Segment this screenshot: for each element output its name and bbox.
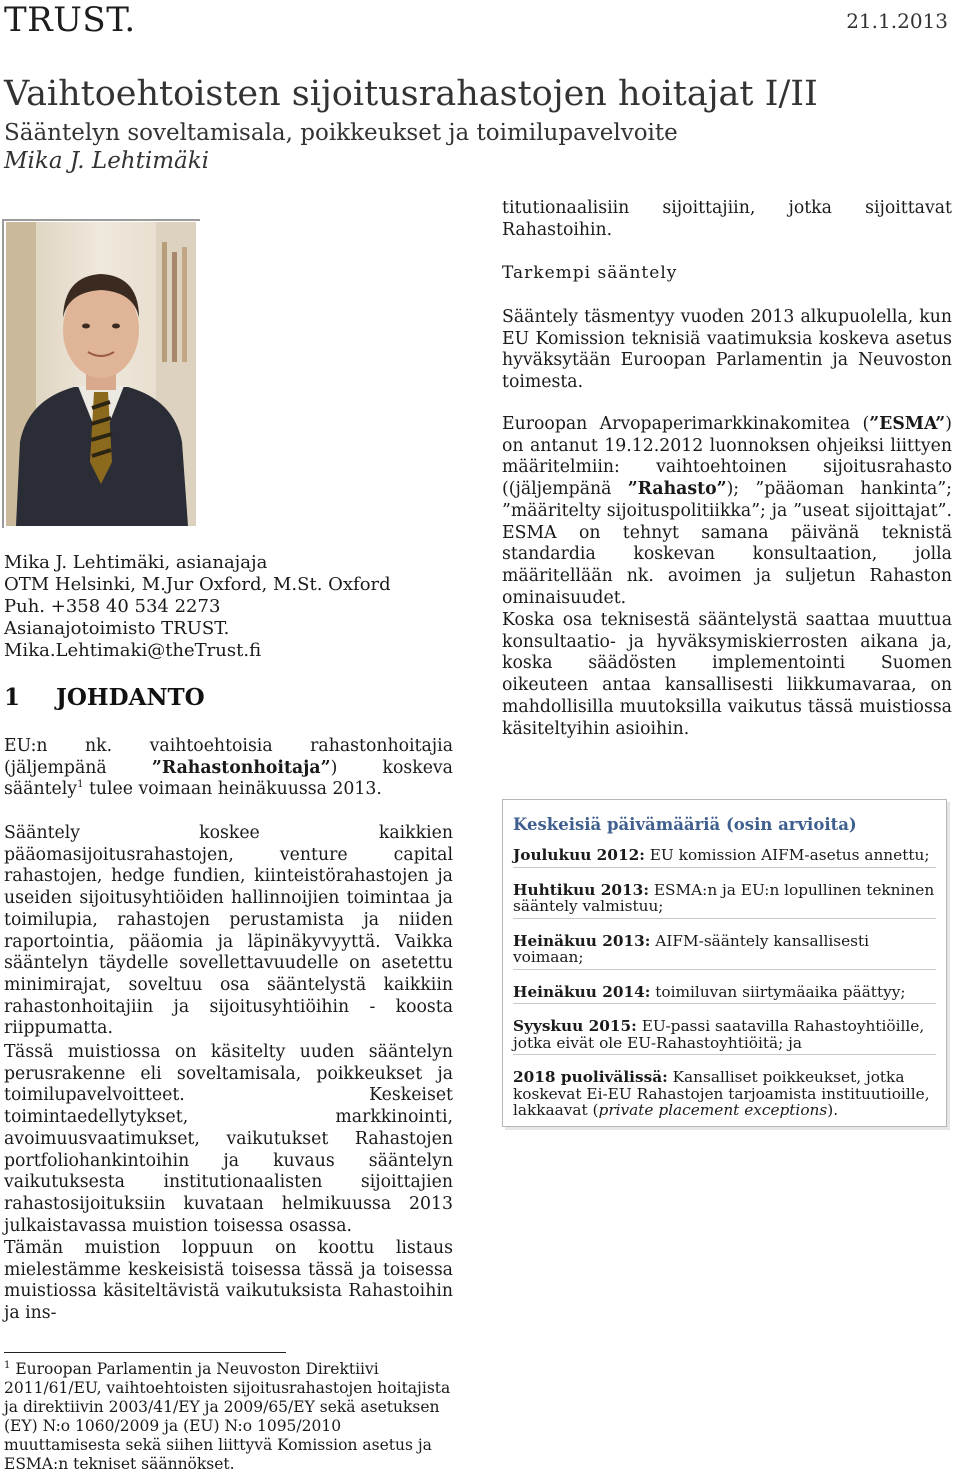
key-date-text: Kansalliset poikkeukset, jotka koskevat Ei-EU Rahastojen tarjoamista instituutioille, lakkaavat ( <box>513 1068 930 1119</box>
p1-text-c: tulee voimaan heinäkuussa 2013. <box>83 779 382 800</box>
left-paragraph-2 <box>4 823 453 1040</box>
key-date-item <box>513 1069 936 1122</box>
bio-line-degrees: OTM Helsinki, M.Jur Oxford, M.St. Oxford <box>4 574 391 595</box>
p1-text-a: EU:n nk. vaihtoehtoisia rahastonhoitajia (jäljempänä <box>4 736 453 778</box>
left-paragraph-4 <box>4 1238 453 1325</box>
brand-logo: TRUST. <box>4 0 136 40</box>
section-heading <box>4 683 205 713</box>
footnote-number: 1 <box>4 1359 11 1371</box>
key-date-italic: private placement exceptions <box>598 1101 828 1119</box>
r2-text-a: Euroopan Arvopaperimarkkinakomitea ( <box>502 414 870 434</box>
footnote <box>4 1360 454 1474</box>
key-date-label: Syyskuu 2015: <box>513 1017 637 1035</box>
p4-text: Tämän muistion loppuun on koottu listaus mielestämme keskeisistä toisessa tässä ja toisessa muistiossa käsiteltävistä vaikutuksista Rahastoihin ja ins- <box>4 1238 453 1324</box>
r2-text-b: ) on antanut 19.12.2012 luonnoksen ohjeiksi liittyen määritelmiin: vaihtoehtoinen sijoitusrahasto ((jäljempänä <box>502 414 952 500</box>
bio-line-email[interactable]: Mika.Lehtimaki@theTrust.fi <box>4 640 262 661</box>
p3-text: Tässä muistiossa on käsitelty uuden sääntelyn perusrakenne eli soveltamisala, poikkeukset ja toimilupavelvoitteet. Keskeiset toimintaedellytykset, markkinointi, avoimuusvaatimukset, vaikutukset Rahastojen portfoliohankintoihin ja kuvaus sääntelyn vaikutuksesta institutionaalisten sijoittajien rahastosijoituksiin kuvataan helmikuussa 2013 julkaistavassa muistion toisessa osassa. <box>4 1042 453 1236</box>
author-bio <box>4 552 391 662</box>
p1-text-b: ) koskeva sääntely <box>4 757 453 800</box>
key-date-item <box>513 933 936 970</box>
key-date-label: Joulukuu 2012: <box>513 846 645 864</box>
r0-text: titutionaalisiin sijoittajiin, jotka sijoittavat Rahastoihin. <box>502 198 952 240</box>
key-date-text: toimiluvan siirtymäaika päättyy; <box>650 982 906 1001</box>
right-paragraph-2 <box>502 414 952 609</box>
key-date-label: Heinäkuu 2014: <box>513 982 651 1001</box>
right-paragraph-0 <box>502 198 952 241</box>
key-date-text: ESMA:n ja EU:n lopullinen tekninen sääntely valmistuu; <box>513 880 935 915</box>
section-title: JOHDANTO <box>56 684 205 711</box>
left-paragraph-1 <box>4 736 453 801</box>
r2-text-c: ); ”pääoman hankinta”; ”määritelty sijoituspolitiikka”; ja ”useat sijoittajat”. ESMA on tehnyt samana päivänä teknistä standardia koskevan konsultaation, jolla määritellään nk. avoimen ja suljetun Rahaston ominaisuudet. <box>502 479 952 608</box>
r3-text: Koska osa teknisestä sääntelystä saattaa muuttua konsultaatio- ja hyväksymiskierrosten aikana ja, koska säädösten implementointi Suomen oikeuteen antaa kansallisesti liikkumavaraa, on mahdollisilla muutoksilla vaikutus tässä muistiossa käsiteltyihin asioihin. <box>502 610 952 739</box>
footnote-ref[interactable]: 1 <box>77 779 84 791</box>
author-portrait <box>6 222 196 526</box>
key-date-label: Huhtikuu 2013: <box>513 880 649 899</box>
key-dates-box <box>502 799 947 1127</box>
r2-defined-rahasto: ”Rahasto” <box>627 479 727 500</box>
right-paragraph-3 <box>502 610 952 740</box>
key-date-item <box>513 984 936 1005</box>
key-date-item <box>513 1018 936 1055</box>
left-paragraph-3 <box>4 1042 453 1237</box>
key-date-tail: ). <box>827 1101 839 1119</box>
key-date-label: Heinäkuu 2013: <box>513 931 651 950</box>
bio-line-phone: Puh. +358 40 534 2273 <box>4 596 221 617</box>
p1-defined-term: ”Rahastonhoitaja” <box>151 757 331 778</box>
section-number: 1 <box>4 684 21 711</box>
bio-line-firm: Asianajotoimisto TRUST. <box>4 618 230 639</box>
bio-line-name: Mika J. Lehtimäki, asianajaja <box>4 552 268 573</box>
key-date-text: AIFM-sääntely kansallisesti voimaan; <box>513 931 870 966</box>
document-title: Vaihtoehtoisten sijoitusrahastojen hoitajat I/II <box>4 74 818 114</box>
r2-defined-esma: ”ESMA” <box>869 414 946 434</box>
key-date-text: EU komission AIFM-asetus annettu; <box>644 846 930 864</box>
key-date-item <box>513 847 936 868</box>
right-paragraph-1 <box>502 307 952 394</box>
footnote-text: Euroopan Parlamentin ja Neuvoston Direktiivi 2011/61/EU, vaihtoehtoisten sijoitusrahastojen hoitajista ja direktiivin 2003/41/EY ja 2009/65/EY sekä asetuksen (EY) N:o 1060/2009 ja (EU) N:o 1095/2010 muuttamisesta sekä siihen liittyvä Komission asetus ja ESMA:n tekniset säännökset. <box>4 1360 451 1473</box>
document-author: Mika J. Lehtimäki <box>4 148 210 174</box>
footnote-divider <box>4 1352 286 1353</box>
key-date-label: 2018 puolivälissä: <box>513 1068 668 1086</box>
key-dates-title: Keskeisiä päivämääriä (osin arvioita) <box>513 815 857 834</box>
document-subtitle: Sääntelyn soveltamisala, poikkeukset ja toimilupavelvoite <box>4 120 678 146</box>
p2-text: Sääntely koskee kaikkien pääomasijoitusrahastojen, venture capital rahastojen, hedge fundien, kiinteistörahastojen ja useiden sijoitusyhtiöiden hallinnoijien toimintaa ja toimilupia, rahastojen perustamista ja niiden raportointia, pääomia ja läpinäkyvyyttä. Vaikka sääntelyn täydelle sovellettavuudelle on asetettu minimirajat, soveltuu osa sääntelystä kaikkiin rahastonhoitajiin ja sijoitusyhtiöihin - koosta riippumatta. <box>4 823 453 1039</box>
key-date-item <box>513 882 936 919</box>
key-date-text: EU-passi saatavilla Rahastoyhtiöille, jotka eivät ole EU-Rahastoyhtiöitä; ja <box>513 1017 925 1052</box>
document-date: 21.1.2013 <box>846 9 948 33</box>
r1-text: Sääntely täsmentyy vuoden 2013 alkupuolella, kun EU Komission teknisiä vaatimuksia koskeva asetus hyväksytään Euroopan Parlamentin ja Neuvoston toimesta. <box>502 307 952 393</box>
subheading-tarkempi: Tarkempi sääntely <box>502 263 678 283</box>
